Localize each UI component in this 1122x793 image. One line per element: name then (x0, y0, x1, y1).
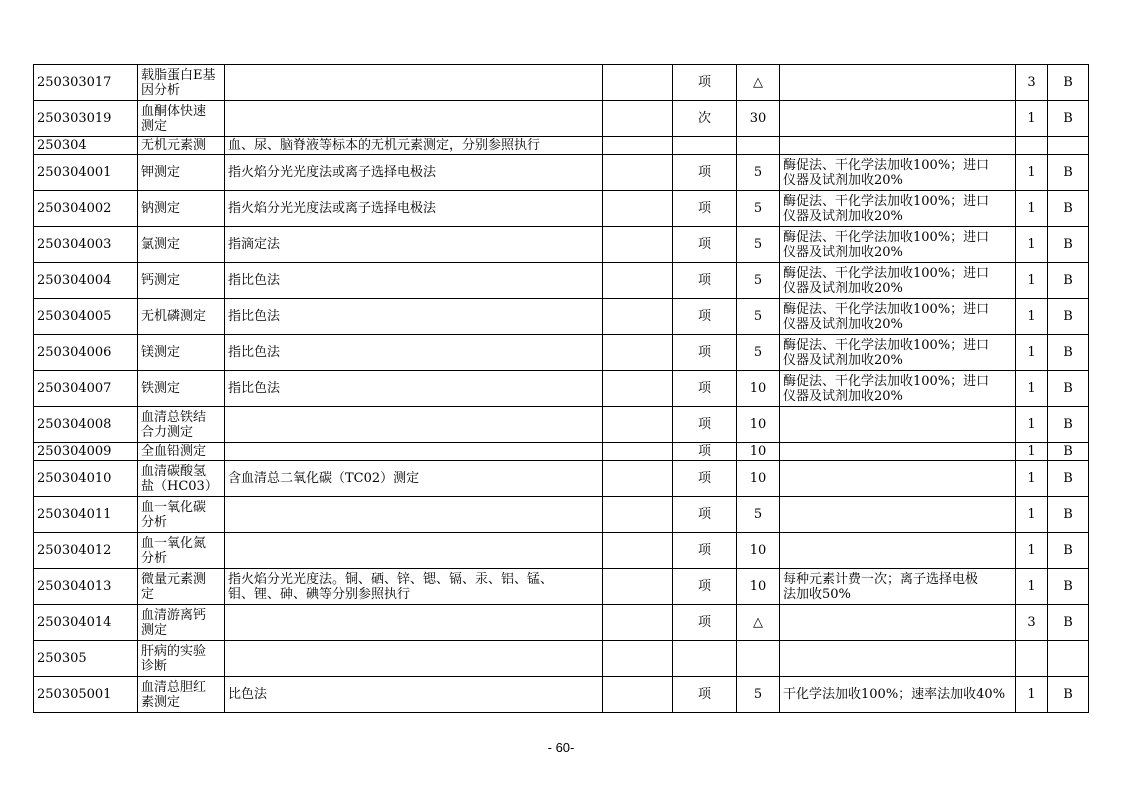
unit-cell: 项 (673, 227, 737, 263)
table-row (34, 191, 1089, 227)
excluded-content-cell (603, 65, 673, 101)
grade-cell: 3 (1016, 65, 1048, 101)
grade-cell: 1 (1016, 191, 1048, 227)
category-cell: B (1048, 443, 1089, 461)
note-cell (780, 641, 1016, 677)
table-row (34, 461, 1089, 497)
grade-cell: 1 (1016, 497, 1048, 533)
item-content-cell (225, 605, 603, 641)
category-cell: B (1048, 407, 1089, 443)
price-cell: 10 (737, 569, 780, 605)
note-cell: 酶促法、干化学法加收100%；进口 仪器及试剂加收20% (780, 227, 1016, 263)
item-name-cell: 血清碳酸氢 盐（HC03） (138, 461, 225, 497)
item-name-cell: 载脂蛋白E基 因分析 (138, 65, 225, 101)
grade-cell: 1 (1016, 155, 1048, 191)
item-content-cell: 指比色法 (225, 263, 603, 299)
table-row (34, 497, 1089, 533)
excluded-content-cell (603, 263, 673, 299)
grade-cell: 1 (1016, 371, 1048, 407)
note-cell (780, 461, 1016, 497)
category-cell: B (1048, 191, 1089, 227)
grade-cell: 1 (1016, 335, 1048, 371)
unit-cell (673, 641, 737, 677)
note-cell (780, 137, 1016, 155)
price-cell: 5 (737, 191, 780, 227)
price-cell: 5 (737, 677, 780, 713)
item-name-cell: 血一氧化氮 分析 (138, 533, 225, 569)
item-code-cell: 250304009 (34, 443, 138, 461)
price-cell: 5 (737, 335, 780, 371)
item-code-cell: 250305001 (34, 677, 138, 713)
item-code-cell: 250304011 (34, 497, 138, 533)
note-cell (780, 65, 1016, 101)
grade-cell: 1 (1016, 407, 1048, 443)
item-code-cell: 250304010 (34, 461, 138, 497)
item-code-cell: 250304012 (34, 533, 138, 569)
item-name-cell: 血清游离钙 测定 (138, 605, 225, 641)
category-cell: B (1048, 335, 1089, 371)
price-cell: 5 (737, 227, 780, 263)
note-cell: 酶促法、干化学法加收100%；进口 仪器及试剂加收20% (780, 155, 1016, 191)
note-cell: 酶促法、干化学法加收100%；进口 仪器及试剂加收20% (780, 371, 1016, 407)
note-cell: 酶促法、干化学法加收100%；进口 仪器及试剂加收20% (780, 191, 1016, 227)
price-cell: 5 (737, 299, 780, 335)
grade-cell: 3 (1016, 605, 1048, 641)
item-code-cell: 250304007 (34, 371, 138, 407)
excluded-content-cell (603, 497, 673, 533)
item-content-cell: 指火焰分光光度法或离子选择电极法 (225, 155, 603, 191)
excluded-content-cell (603, 641, 673, 677)
excluded-content-cell (603, 461, 673, 497)
item-code-cell: 250304013 (34, 569, 138, 605)
excluded-content-cell (603, 155, 673, 191)
item-content-cell: 指滴定法 (225, 227, 603, 263)
item-code-cell: 250304014 (34, 605, 138, 641)
item-code-cell: 250304001 (34, 155, 138, 191)
unit-cell: 项 (673, 263, 737, 299)
item-content-cell (225, 533, 603, 569)
note-cell (780, 407, 1016, 443)
category-cell: B (1048, 371, 1089, 407)
category-cell: B (1048, 263, 1089, 299)
note-cell (780, 101, 1016, 137)
item-code-cell: 250304008 (34, 407, 138, 443)
category-cell: B (1048, 569, 1089, 605)
table-row (34, 371, 1089, 407)
price-cell: △ (737, 605, 780, 641)
price-cell: 10 (737, 461, 780, 497)
item-name-cell: 血清总铁结 合力测定 (138, 407, 225, 443)
table-row (34, 407, 1089, 443)
unit-cell: 次 (673, 101, 737, 137)
item-name-cell: 钙测定 (138, 263, 225, 299)
unit-cell: 项 (673, 155, 737, 191)
item-content-cell (225, 443, 603, 461)
table-row (34, 65, 1089, 101)
page-number: - 60- (547, 740, 575, 755)
item-name-cell: 镁测定 (138, 335, 225, 371)
table-row (34, 335, 1089, 371)
grade-cell (1016, 137, 1048, 155)
note-cell: 干化学法加收100%；速率法加收40% (780, 677, 1016, 713)
unit-cell: 项 (673, 497, 737, 533)
unit-cell: 项 (673, 407, 737, 443)
item-name-cell: 钠测定 (138, 191, 225, 227)
item-name-cell: 无机磷测定 (138, 299, 225, 335)
excluded-content-cell (603, 443, 673, 461)
price-cell: 10 (737, 533, 780, 569)
item-code-cell: 250305 (34, 641, 138, 677)
item-content-cell: 含血清总二氧化碳（TC02）测定 (225, 461, 603, 497)
item-content-cell (225, 497, 603, 533)
item-content-cell: 比色法 (225, 677, 603, 713)
grade-cell: 1 (1016, 299, 1048, 335)
item-content-cell: 指火焰分光光度法或离子选择电极法 (225, 191, 603, 227)
excluded-content-cell (603, 677, 673, 713)
excluded-content-cell (603, 371, 673, 407)
item-content-cell: 指比色法 (225, 371, 603, 407)
item-name-cell: 微量元素测 定 (138, 569, 225, 605)
excluded-content-cell (603, 407, 673, 443)
grade-cell: 1 (1016, 533, 1048, 569)
note-cell (780, 497, 1016, 533)
unit-cell: 项 (673, 371, 737, 407)
category-cell: B (1048, 101, 1089, 137)
item-content-cell: 指比色法 (225, 299, 603, 335)
note-cell (780, 443, 1016, 461)
table-row (34, 137, 1089, 155)
table-row (34, 227, 1089, 263)
unit-cell: 项 (673, 299, 737, 335)
price-cell: 30 (737, 101, 780, 137)
unit-cell: 项 (673, 443, 737, 461)
grade-cell: 1 (1016, 461, 1048, 497)
excluded-content-cell (603, 569, 673, 605)
price-cell: 10 (737, 371, 780, 407)
price-cell: 10 (737, 407, 780, 443)
table-row (34, 641, 1089, 677)
item-name-cell: 钾测定 (138, 155, 225, 191)
excluded-content-cell (603, 335, 673, 371)
item-name-cell: 全血铅测定 (138, 443, 225, 461)
item-name-cell: 血一氧化碳 分析 (138, 497, 225, 533)
unit-cell: 项 (673, 533, 737, 569)
table-body (34, 65, 1089, 713)
item-code-cell: 250303019 (34, 101, 138, 137)
note-cell: 酶促法、干化学法加收100%；进口 仪器及试剂加收20% (780, 263, 1016, 299)
grade-cell: 1 (1016, 677, 1048, 713)
item-name-cell: 肝病的实验 诊断 (138, 641, 225, 677)
item-code-cell: 250304002 (34, 191, 138, 227)
fee-table (33, 64, 1089, 713)
item-code-cell: 250304006 (34, 335, 138, 371)
grade-cell: 1 (1016, 227, 1048, 263)
item-name-cell: 血清总胆红 素测定 (138, 677, 225, 713)
table-row (34, 569, 1089, 605)
excluded-content-cell (603, 533, 673, 569)
item-content-cell: 指火焰分光光度法。铜、硒、锌、锶、镉、汞、铝、锰、 钼、锂、砷、碘等分别参照执行 (225, 569, 603, 605)
category-cell (1048, 641, 1089, 677)
table-row (34, 263, 1089, 299)
excluded-content-cell (603, 191, 673, 227)
price-cell (737, 641, 780, 677)
excluded-content-cell (603, 101, 673, 137)
unit-cell: 项 (673, 461, 737, 497)
category-cell: B (1048, 227, 1089, 263)
unit-cell: 项 (673, 335, 737, 371)
table-row (34, 605, 1089, 641)
category-cell: B (1048, 605, 1089, 641)
excluded-content-cell (603, 227, 673, 263)
table-row (34, 677, 1089, 713)
note-cell: 酶促法、干化学法加收100%；进口 仪器及试剂加收20% (780, 299, 1016, 335)
note-cell: 每种元素计费一次；离子选择电极 法加收50% (780, 569, 1016, 605)
item-content-cell: 指比色法 (225, 335, 603, 371)
category-cell: B (1048, 461, 1089, 497)
item-code-cell: 250304004 (34, 263, 138, 299)
excluded-content-cell (603, 605, 673, 641)
item-content-cell (225, 407, 603, 443)
item-code-cell: 250304005 (34, 299, 138, 335)
item-code-cell: 250304 (34, 137, 138, 155)
price-cell: △ (737, 65, 780, 101)
category-cell: B (1048, 677, 1089, 713)
item-content-cell (225, 101, 603, 137)
excluded-content-cell (603, 137, 673, 155)
price-cell: 5 (737, 155, 780, 191)
item-name-cell: 氯测定 (138, 227, 225, 263)
note-cell (780, 605, 1016, 641)
category-cell: B (1048, 299, 1089, 335)
unit-cell: 项 (673, 191, 737, 227)
table-row (34, 155, 1089, 191)
price-cell: 5 (737, 263, 780, 299)
item-name-cell: 无机元素测 (138, 137, 225, 155)
unit-cell (673, 137, 737, 155)
price-cell: 10 (737, 443, 780, 461)
price-cell: 5 (737, 497, 780, 533)
category-cell (1048, 137, 1089, 155)
item-code-cell: 250304003 (34, 227, 138, 263)
item-name-cell: 血酮体快速 测定 (138, 101, 225, 137)
item-content-cell (225, 65, 603, 101)
note-cell (780, 533, 1016, 569)
unit-cell: 项 (673, 65, 737, 101)
table-row (34, 443, 1089, 461)
unit-cell: 项 (673, 569, 737, 605)
category-cell: B (1048, 155, 1089, 191)
table-row (34, 533, 1089, 569)
price-cell (737, 137, 780, 155)
item-name-cell: 铁测定 (138, 371, 225, 407)
table-row (34, 299, 1089, 335)
excluded-content-cell (603, 299, 673, 335)
grade-cell: 1 (1016, 569, 1048, 605)
category-cell: B (1048, 533, 1089, 569)
note-cell: 酶促法、干化学法加收100%；进口 仪器及试剂加收20% (780, 335, 1016, 371)
unit-cell: 项 (673, 605, 737, 641)
category-cell: B (1048, 497, 1089, 533)
grade-cell: 1 (1016, 263, 1048, 299)
item-code-cell: 250303017 (34, 65, 138, 101)
grade-cell: 1 (1016, 443, 1048, 461)
unit-cell: 项 (673, 677, 737, 713)
item-content-cell (225, 641, 603, 677)
table-row (34, 101, 1089, 137)
grade-cell: 1 (1016, 101, 1048, 137)
grade-cell (1016, 641, 1048, 677)
category-cell: B (1048, 65, 1089, 101)
item-content-cell: 血、尿、脑脊液等标本的无机元素测定，分别参照执行 (225, 137, 603, 155)
